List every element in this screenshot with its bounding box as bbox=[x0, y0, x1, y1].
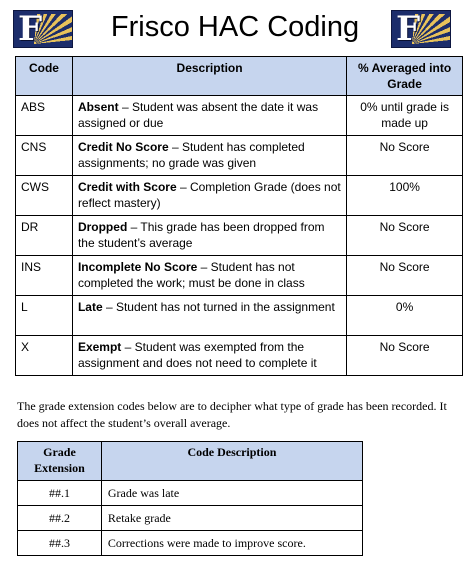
code-term: Incomplete No Score bbox=[77, 260, 198, 274]
table-row bbox=[18, 506, 363, 531]
description-cell bbox=[72, 176, 346, 216]
code-term: Absent bbox=[77, 100, 119, 114]
table-row bbox=[16, 296, 463, 336]
description-cell bbox=[72, 136, 346, 176]
code-cell: L bbox=[16, 296, 73, 336]
code-term: Dropped bbox=[77, 220, 128, 234]
frisco-logo-right bbox=[391, 10, 451, 48]
code-definition: – Student has not turned in the assignment bbox=[102, 300, 335, 314]
code-term: Late bbox=[77, 300, 103, 314]
description-cell bbox=[72, 256, 346, 296]
percent-cell: No Score bbox=[347, 256, 463, 296]
extension-description-cell: Retake grade bbox=[101, 506, 362, 531]
header-percent-averaged: % Averaged into Grade bbox=[347, 57, 463, 96]
code-term: Credit with Score bbox=[77, 180, 177, 194]
percent-cell: 0% bbox=[347, 296, 463, 336]
grade-extension-note: The grade extension codes below are to decipher what type of grade has been recorded. It does not affect the student’s overall average. bbox=[17, 399, 447, 430]
table-row bbox=[16, 136, 463, 176]
description-cell bbox=[72, 96, 346, 136]
logo-letter: F bbox=[18, 10, 43, 48]
page-title: Frisco HAC Coding bbox=[110, 11, 360, 43]
table-header-row bbox=[16, 57, 463, 96]
code-definition: – Student has completed assignments; no grade was given bbox=[77, 140, 305, 170]
table-row bbox=[16, 216, 463, 256]
header-grade-extension: Grade Extension bbox=[18, 442, 102, 481]
percent-cell: 0% until grade is made up bbox=[347, 96, 463, 136]
grade-extension-table bbox=[17, 441, 363, 556]
code-cell: DR bbox=[16, 216, 73, 256]
description-cell bbox=[72, 216, 346, 256]
header-description: Description bbox=[72, 57, 346, 96]
table-header-row bbox=[18, 442, 363, 481]
description-cell bbox=[72, 336, 346, 376]
code-cell: ABS bbox=[16, 96, 73, 136]
extension-cell: ##.2 bbox=[18, 506, 102, 531]
percent-cell: 100% bbox=[347, 176, 463, 216]
percent-cell: No Score bbox=[347, 136, 463, 176]
code-term: Credit No Score bbox=[77, 140, 169, 154]
code-definition: – Student has not completed the work; must be done in class bbox=[77, 260, 305, 290]
code-cell: INS bbox=[16, 256, 73, 296]
frisco-logo-left bbox=[13, 10, 73, 48]
code-definition: – This grade has been dropped from the student’s average bbox=[77, 220, 325, 250]
extension-cell: ##.3 bbox=[18, 531, 102, 556]
table-row bbox=[16, 176, 463, 216]
header-code: Code bbox=[16, 57, 73, 96]
percent-cell: No Score bbox=[347, 336, 463, 376]
code-definition: – Student was absent the date it was assigned or due bbox=[77, 100, 319, 130]
extension-cell: ##.1 bbox=[18, 481, 102, 506]
extension-description-cell: Corrections were made to improve score. bbox=[101, 531, 362, 556]
table-row bbox=[18, 481, 363, 506]
description-cell bbox=[72, 296, 346, 336]
code-cell: X bbox=[16, 336, 73, 376]
code-definition: – Student was exempted from the assignment and does not need to complete it bbox=[77, 340, 317, 370]
logo-letter: F bbox=[396, 10, 421, 48]
code-cell: CWS bbox=[16, 176, 73, 216]
table-row bbox=[16, 256, 463, 296]
hac-codes-table bbox=[15, 56, 463, 376]
code-term: Exempt bbox=[77, 340, 122, 354]
percent-cell: No Score bbox=[347, 216, 463, 256]
extension-description-cell: Grade was late bbox=[101, 481, 362, 506]
table-row bbox=[16, 336, 463, 376]
header-code-description: Code Description bbox=[101, 442, 362, 481]
code-definition: – Completion Grade (does not reflect mastery) bbox=[77, 180, 341, 210]
code-cell: CNS bbox=[16, 136, 73, 176]
table-row bbox=[16, 96, 463, 136]
table-row bbox=[18, 531, 363, 556]
